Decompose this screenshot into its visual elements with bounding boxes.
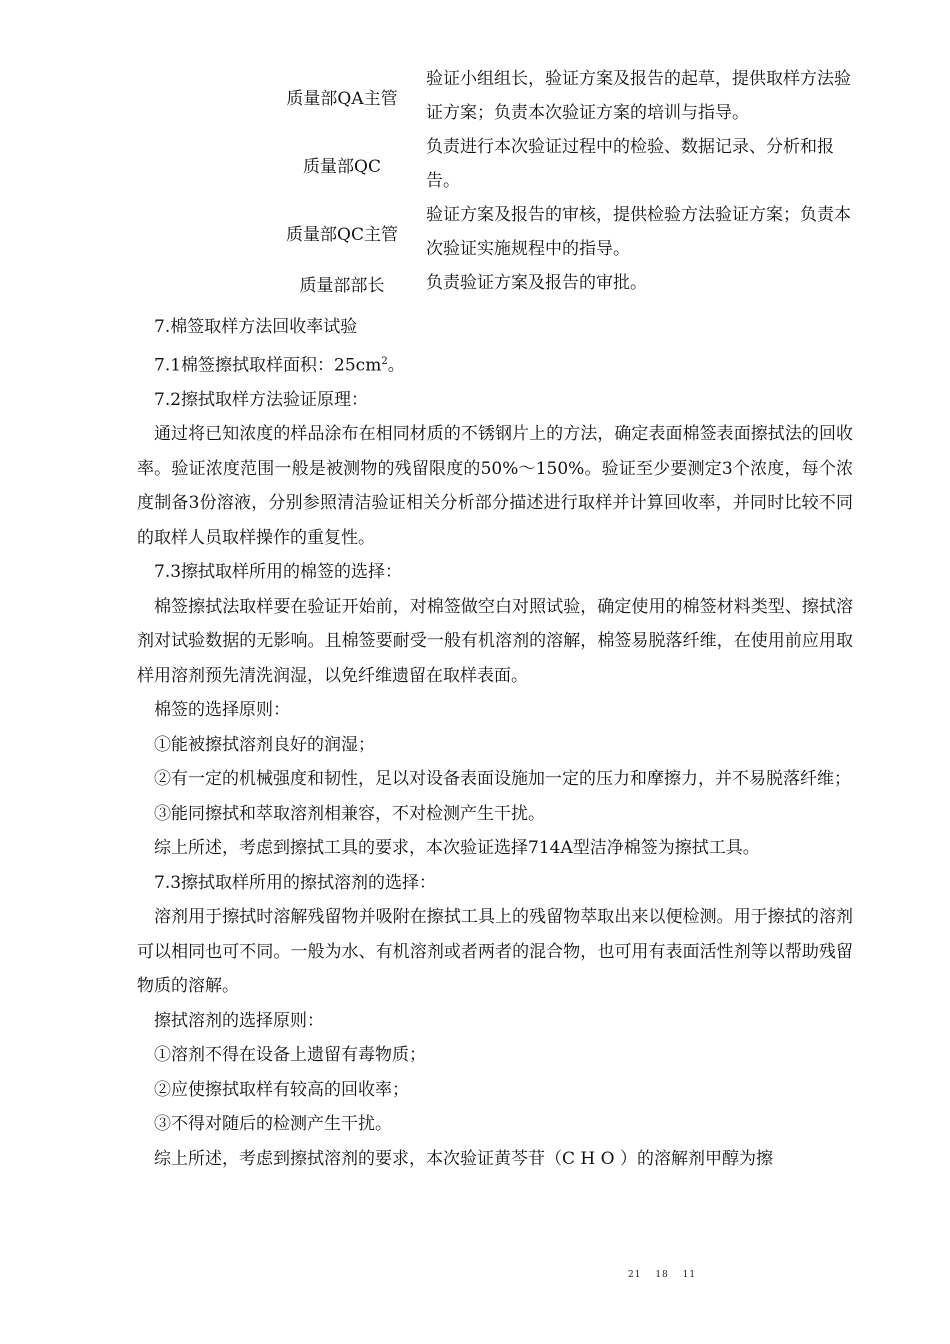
- role-name: 质量部QC: [303, 156, 381, 177]
- subscript: 21: [628, 1270, 642, 1280]
- subsection-heading: 7.3擦拭取样所用的棉签的选择：: [154, 562, 403, 583]
- role-desc: 验证方案及报告的审核，提供检验方法验证方案；负责本次验证实施规程中的指导。: [426, 205, 851, 259]
- role-desc: 负责验证方案及报告的审批。: [426, 273, 647, 293]
- superscript: 2: [381, 355, 388, 367]
- list-item: ③能同擦拭和萃取溶剂相兼容，不对检测产生干扰。: [154, 803, 545, 824]
- role-row: [266, 198, 856, 266]
- paragraph: 溶剂用于擦拭时溶解残留物并吸附在擦拭工具上的残留物萃取出来以便检测。用于擦拭的溶剂可以相同也可不同。一般为水、有机溶剂或者两者的混合物，也可用有表面活性剂等以帮助残留物质的溶解。: [137, 907, 853, 997]
- subsection-heading: 7.3擦拭取样所用的擦拭溶剂的选择：: [154, 872, 437, 893]
- swab-area-text: 7.1棉签擦拭取样面积：25cm: [154, 355, 382, 376]
- body-text: [137, 310, 853, 1176]
- list-item: ①溶剂不得在设备上遗留有毒物质；: [154, 1045, 426, 1066]
- paragraph: 综上所述，考虑到擦拭工具的要求，本次验证选择714A型洁净棉签为擦拭工具。: [154, 838, 760, 859]
- list-item: ③不得对随后的检测产生干扰。: [154, 1114, 392, 1135]
- role-row: [266, 130, 856, 198]
- paragraph: 综上所述，考虑到擦拭溶剂的要求，本次验证黄芩苷（C H O ）的溶解剂甲醇为擦: [154, 1148, 773, 1169]
- formula-subscripts: [628, 1270, 706, 1280]
- role-row: [266, 266, 856, 300]
- role-row: [266, 62, 856, 130]
- list-item: ①能被擦拭溶剂良好的润湿；: [154, 734, 375, 755]
- subscript: 11: [682, 1270, 697, 1280]
- role-table: [266, 62, 856, 300]
- role-desc: 负责进行本次验证过程中的检验、数据记录、分析和报告。: [426, 137, 834, 191]
- paragraph: 通过将已知浓度的样品涂布在相同材质的不锈钢片上的方法，确定表面棉签表面擦拭法的回收率。验证浓度范围一般是被测物的残留限度的50%～150%。验证至少要测定3个浓度，每个浓度制备3份溶液，分别参照清洁验证相关分析部分描述进行取样并计算回收率，并同时比较不同的取样人员取样操作的重复性。: [137, 424, 853, 548]
- swab-area-line: [137, 345, 853, 383]
- role-name: 质量部部长: [299, 275, 385, 296]
- list-heading: 擦拭溶剂的选择原则：: [154, 1010, 324, 1031]
- list-item: ②有一定的机械强度和韧性，足以对设备表面设施加一定的压力和摩擦力，并不易脱落纤维；: [154, 769, 851, 790]
- role-name: 质量部QC主管: [286, 224, 398, 245]
- paragraph: 棉签擦拭法取样要在验证开始前，对棉签做空白对照试验，确定使用的棉签材料类型、擦拭溶剂对试验数据的无影响。且棉签要耐受一般有机溶剂的溶解，棉签易脱落纤维，在使用前应用取样用溶剂预先清洗润湿，以免纤维遗留在取样表面。: [137, 596, 853, 686]
- section-heading: 7.棉签取样方法回收率试验: [154, 317, 358, 337]
- subsection-heading: 7.2擦拭取样方法验证原理：: [154, 389, 369, 410]
- role-desc: 验证小组组长，验证方案及报告的起草，提供取样方法验证方案；负责本次验证方案的培训与指导。: [426, 69, 851, 123]
- subscript: 18: [655, 1270, 669, 1280]
- swab-area-suffix: 。: [387, 355, 405, 376]
- list-heading: 棉签的选择原则：: [154, 700, 290, 721]
- list-item: ②应使擦拭取样有较高的回收率；: [154, 1079, 409, 1100]
- role-name: 质量部QA主管: [286, 88, 398, 109]
